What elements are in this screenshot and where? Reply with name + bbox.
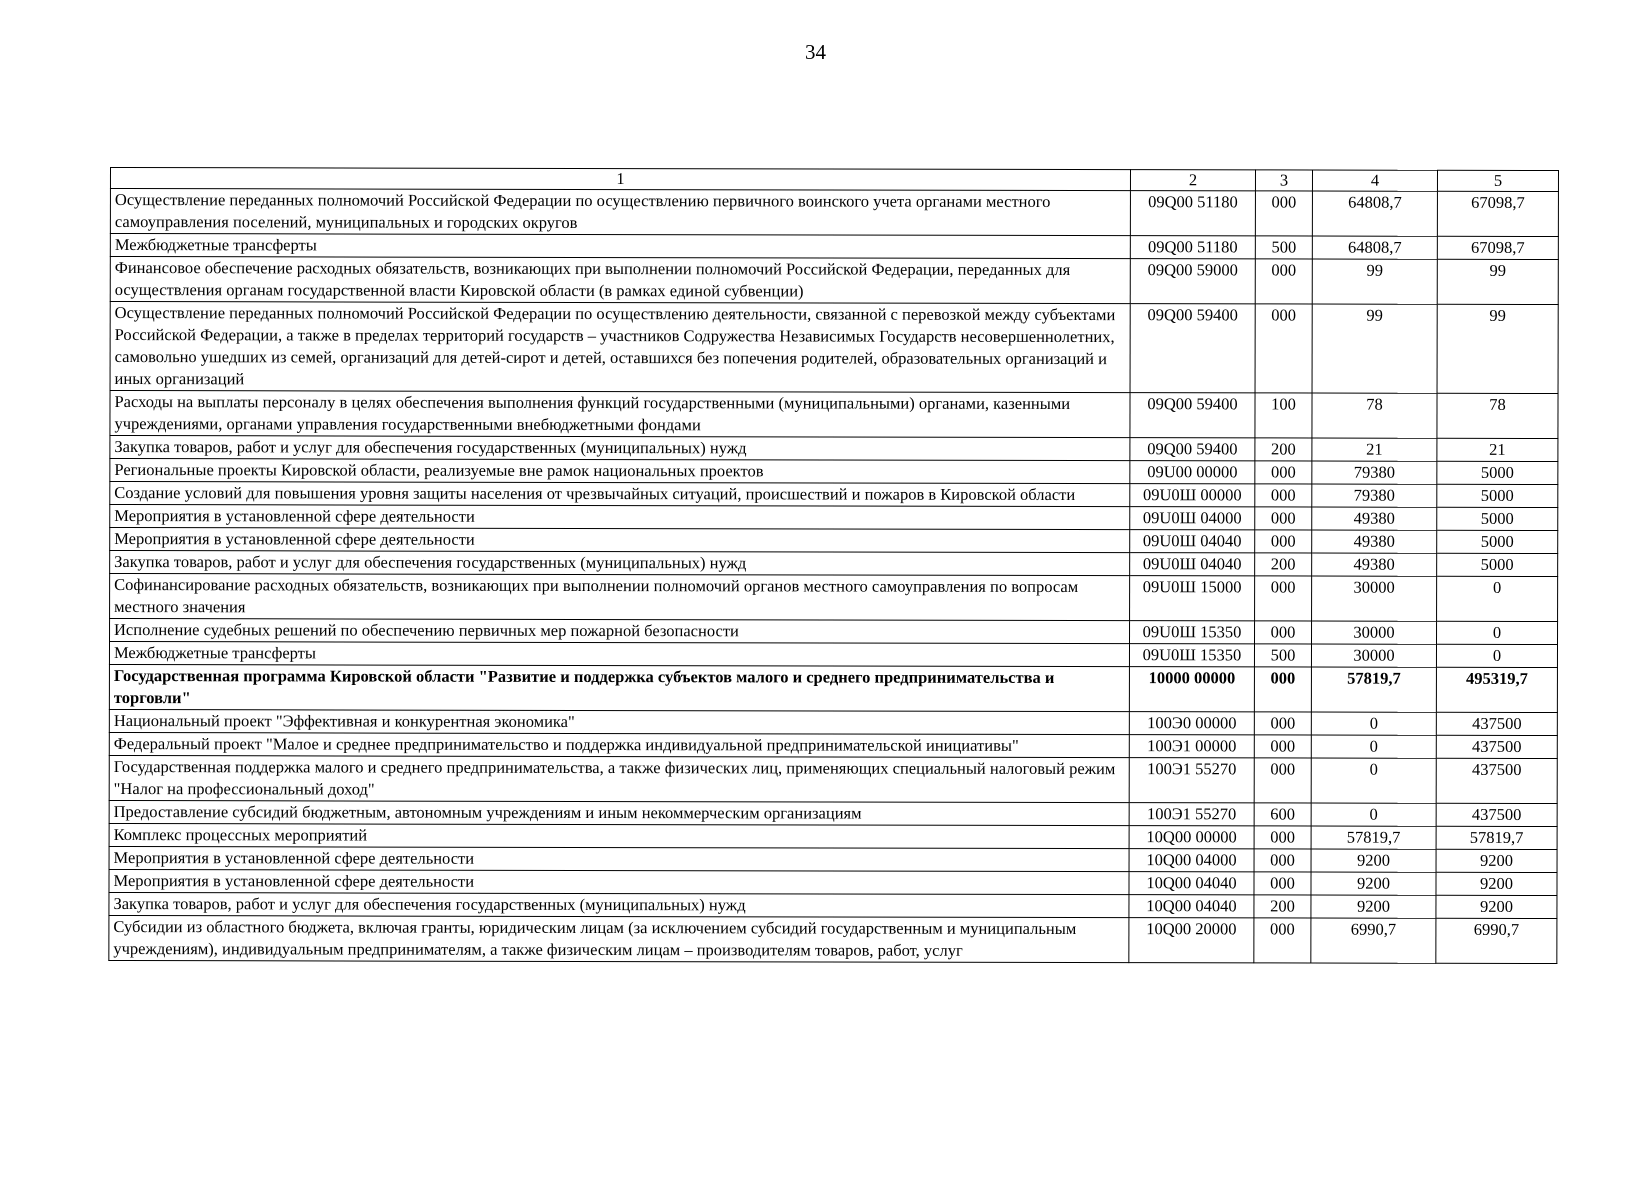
row-value-col4-cell: 57819,7 xyxy=(1311,667,1436,712)
page-number: 34 xyxy=(805,40,826,64)
table-header-row xyxy=(110,168,1558,192)
row-name-cell: Комплекс процессных мероприятий xyxy=(109,823,1129,848)
row-type-cell: 000 xyxy=(1255,507,1312,530)
row-value-col4-cell: 0 xyxy=(1311,758,1436,803)
row-name-cell: Закупка товаров, работ и услуг для обеспечения государственных (муниципальных) нужд xyxy=(109,892,1129,917)
row-value-col5-cell: 437500 xyxy=(1436,803,1557,826)
row-type-cell: 000 xyxy=(1255,484,1312,507)
table-row xyxy=(110,436,1558,462)
column-header-2: 2 xyxy=(1130,170,1255,191)
column-header-3: 3 xyxy=(1255,170,1312,191)
table-row xyxy=(109,755,1557,803)
row-name-cell: Финансовое обеспечение расходных обязательств, возникающих при выполнении полномочий Российской Федерации, переданных для осуществления органам государственной власти Кировской области (в рамках единой субвенции) xyxy=(110,257,1130,304)
row-name-cell: Мероприятия в установленной сфере деятельности xyxy=(109,846,1129,871)
row-name-cell: Мероприятия в установленной сфере деятельности xyxy=(110,528,1130,553)
table-row xyxy=(110,234,1558,260)
row-code-cell: 10000 00000 xyxy=(1129,667,1254,712)
row-value-col4-cell: 9200 xyxy=(1311,849,1436,872)
row-value-col5-cell: 437500 xyxy=(1436,758,1557,803)
row-type-cell: 000 xyxy=(1255,191,1312,236)
row-code-cell: 10Q00 04040 xyxy=(1129,895,1254,918)
table-row xyxy=(109,709,1557,735)
row-code-cell: 09U0Ш 15350 xyxy=(1130,621,1255,644)
row-type-cell: 000 xyxy=(1254,872,1311,895)
row-name-cell: Государственная программа Кировской области "Развитие и поддержка субъектов малого и среднего предпринимательства и торговли" xyxy=(109,664,1129,711)
row-type-cell: 500 xyxy=(1255,236,1312,259)
row-value-col5-cell: 9200 xyxy=(1436,849,1557,872)
row-value-col4-cell: 6990,7 xyxy=(1311,918,1436,963)
row-name-cell: Межбюджетные трансферты xyxy=(110,234,1130,259)
row-code-cell: 10Q00 00000 xyxy=(1129,826,1254,849)
row-name-cell: Расходы на выплаты персоналу в целях обеспечения выполнения функций государственными (муниципальными) органами, казенными учреждениями, органами управления государственными внебюджетными фондами xyxy=(110,391,1130,438)
row-value-col4-cell: 57819,7 xyxy=(1311,826,1436,849)
row-name-cell: Региональные проекты Кировской области, реализуемые вне рамок национальных проектов xyxy=(110,459,1130,484)
row-name-cell: Предоставление субсидий бюджетным, автономным учреждениям и иным некоммерческим организациям xyxy=(109,800,1129,825)
row-value-col5-cell: 5000 xyxy=(1437,507,1558,530)
row-code-cell: 09U0Ш 04040 xyxy=(1130,530,1255,553)
row-type-cell: 000 xyxy=(1255,461,1312,484)
row-code-cell: 09Q00 51180 xyxy=(1130,191,1255,236)
row-code-cell: 09U0Ш 00000 xyxy=(1130,484,1255,507)
row-name-cell: Мероприятия в установленной сфере деятельности xyxy=(110,505,1130,530)
row-name-cell: Федеральный проект "Малое и среднее предпринимательство и поддержка индивидуальной предпринимательской инициативы" xyxy=(109,732,1129,757)
row-code-cell: 09U0Ш 15350 xyxy=(1129,644,1254,667)
row-value-col4-cell: 99 xyxy=(1312,259,1437,304)
row-name-cell: Софинансирование расходных обязательств, возникающих при выполнении полномочий органов местного самоуправления по вопросам местного значения xyxy=(110,574,1130,621)
row-value-col5-cell: 5000 xyxy=(1437,553,1558,576)
row-code-cell: 10Q00 20000 xyxy=(1129,918,1254,963)
row-value-col4-cell: 9200 xyxy=(1311,872,1436,895)
row-value-col4-cell: 49380 xyxy=(1312,507,1437,530)
row-code-cell: 09Q00 59400 xyxy=(1130,393,1255,438)
table-body xyxy=(109,168,1559,964)
table-row xyxy=(109,915,1557,963)
row-value-col4-cell: 0 xyxy=(1311,735,1436,758)
column-header-4: 4 xyxy=(1312,170,1437,191)
row-code-cell: 09U0Ш 04000 xyxy=(1130,507,1255,530)
row-type-cell: 200 xyxy=(1255,553,1312,576)
row-type-cell: 000 xyxy=(1255,304,1312,393)
row-code-cell: 100Э1 55270 xyxy=(1129,803,1254,826)
table-row xyxy=(110,528,1558,554)
row-value-col4-cell: 49380 xyxy=(1312,530,1437,553)
table-row xyxy=(109,664,1557,712)
table-row xyxy=(110,482,1558,508)
row-type-cell: 200 xyxy=(1254,895,1311,918)
table-row xyxy=(109,846,1557,872)
budget-table xyxy=(108,167,1559,964)
row-type-cell: 000 xyxy=(1254,849,1311,872)
row-name-cell: Осуществление переданных полномочий Российской Федерации по осуществлению деятельности, связанной с перевозкой между субъектами Российской Федерации, а также в пределах территорий государств – участников Содружества Независимых Государств несовершеннолетних, самовольно ушедших из семей, организаций для детей-сирот и детей, оставшихся без попечения родителей, образовательных организаций и иных организаций xyxy=(110,302,1130,393)
row-value-col5-cell: 21 xyxy=(1437,438,1558,461)
row-type-cell: 600 xyxy=(1254,803,1311,826)
row-code-cell: 100Э0 00000 xyxy=(1129,712,1254,735)
table-row xyxy=(110,459,1558,485)
row-value-col5-cell: 67098,7 xyxy=(1437,191,1558,236)
row-value-col5-cell: 78 xyxy=(1437,393,1558,438)
table-row xyxy=(109,642,1557,668)
row-name-cell: Закупка товаров, работ и услуг для обеспечения государственных (муниципальных) нужд xyxy=(110,436,1130,461)
table-row xyxy=(110,574,1558,622)
row-value-col4-cell: 64808,7 xyxy=(1312,191,1437,236)
row-value-col4-cell: 30000 xyxy=(1311,644,1436,667)
table-row xyxy=(109,892,1557,918)
row-value-col5-cell: 5000 xyxy=(1437,530,1558,553)
row-value-col5-cell: 9200 xyxy=(1436,895,1557,918)
row-type-cell: 500 xyxy=(1254,644,1311,667)
table-row xyxy=(110,189,1558,237)
row-code-cell: 09Q00 59000 xyxy=(1130,259,1255,304)
row-value-col4-cell: 0 xyxy=(1311,712,1436,735)
row-type-cell: 000 xyxy=(1255,576,1312,621)
row-value-col5-cell: 495319,7 xyxy=(1436,667,1557,712)
table-row xyxy=(110,257,1558,305)
row-value-col5-cell: 5000 xyxy=(1437,461,1558,484)
row-value-col4-cell: 9200 xyxy=(1311,895,1436,918)
row-value-col4-cell: 21 xyxy=(1312,438,1437,461)
table-row xyxy=(110,302,1558,394)
row-value-col4-cell: 79380 xyxy=(1312,484,1437,507)
row-name-cell: Создание условий для повышения уровня защиты населения от чрезвычайных ситуаций, происшествий и пожаров в Кировской области xyxy=(110,482,1130,507)
row-code-cell: 09Q00 59400 xyxy=(1130,304,1255,393)
row-code-cell: 09U0Ш 04040 xyxy=(1130,553,1255,576)
row-value-col5-cell: 67098,7 xyxy=(1437,236,1558,259)
row-value-col5-cell: 9200 xyxy=(1436,872,1557,895)
column-header-1: 1 xyxy=(110,168,1130,191)
row-name-cell: Мероприятия в установленной сфере деятельности xyxy=(109,869,1129,894)
row-value-col5-cell: 437500 xyxy=(1436,712,1557,735)
row-code-cell: 10Q00 04040 xyxy=(1129,872,1254,895)
row-name-cell: Межбюджетные трансферты xyxy=(109,642,1129,667)
row-value-col5-cell: 0 xyxy=(1437,576,1558,621)
table-row xyxy=(110,505,1558,531)
row-code-cell: 09U00 00000 xyxy=(1130,461,1255,484)
row-type-cell: 000 xyxy=(1255,530,1312,553)
row-code-cell: 10Q00 04000 xyxy=(1129,849,1254,872)
row-name-cell: Закупка товаров, работ и услуг для обеспечения государственных (муниципальных) нужд xyxy=(110,551,1130,576)
column-header-5: 5 xyxy=(1437,170,1558,191)
row-value-col5-cell: 0 xyxy=(1437,621,1558,644)
table-row xyxy=(110,391,1558,439)
row-value-col5-cell: 0 xyxy=(1436,644,1557,667)
row-type-cell: 000 xyxy=(1254,712,1311,735)
row-name-cell: Исполнение судебных решений по обеспечению первичных мер пожарной безопасности xyxy=(110,619,1130,644)
row-code-cell: 100Э1 55270 xyxy=(1129,758,1254,803)
row-value-col5-cell: 437500 xyxy=(1436,735,1557,758)
row-value-col4-cell: 49380 xyxy=(1312,553,1437,576)
row-code-cell: 09U0Ш 15000 xyxy=(1130,576,1255,621)
row-type-cell: 100 xyxy=(1255,393,1312,438)
row-code-cell: 09Q00 51180 xyxy=(1130,236,1255,259)
row-value-col4-cell: 79380 xyxy=(1312,461,1437,484)
row-value-col5-cell: 99 xyxy=(1437,259,1558,304)
row-value-col4-cell: 99 xyxy=(1312,304,1437,393)
row-value-col4-cell: 30000 xyxy=(1312,576,1437,621)
row-value-col5-cell: 99 xyxy=(1437,304,1558,393)
row-type-cell: 000 xyxy=(1254,826,1311,849)
table-row xyxy=(109,869,1557,895)
row-name-cell: Национальный проект "Эффективная и конкурентная экономика" xyxy=(109,709,1129,734)
row-type-cell: 000 xyxy=(1255,259,1312,304)
row-value-col5-cell: 6990,7 xyxy=(1436,918,1557,963)
row-type-cell: 000 xyxy=(1254,918,1311,963)
table-row xyxy=(110,551,1558,577)
table-row xyxy=(109,732,1557,758)
row-type-cell: 000 xyxy=(1254,758,1311,803)
row-value-col5-cell: 5000 xyxy=(1437,484,1558,507)
row-value-col4-cell: 78 xyxy=(1312,393,1437,438)
row-type-cell: 000 xyxy=(1254,667,1311,712)
row-value-col4-cell: 30000 xyxy=(1312,621,1437,644)
row-value-col4-cell: 64808,7 xyxy=(1312,236,1437,259)
row-name-cell: Субсидии из областного бюджета, включая гранты, юридическим лицам (за исключением субсидий государственным и муниципальным учреждениям), индивидуальным предпринимателям, а также физическим лицам – производителям товаров, работ, услуг xyxy=(109,915,1129,962)
table-row xyxy=(109,823,1557,849)
table-row xyxy=(110,619,1558,645)
row-type-cell: 000 xyxy=(1255,621,1312,644)
row-name-cell: Государственная поддержка малого и среднего предпринимательства, а также физических лиц, применяющих специальный налоговый режим "Налог на профессиональный доход" xyxy=(109,755,1129,802)
row-value-col4-cell: 0 xyxy=(1311,803,1436,826)
row-type-cell: 000 xyxy=(1254,735,1311,758)
row-code-cell: 100Э1 00000 xyxy=(1129,735,1254,758)
row-value-col5-cell: 57819,7 xyxy=(1436,826,1557,849)
row-name-cell: Осуществление переданных полномочий Российской Федерации по осуществлению первичного воинского учета органами местного самоуправления поселений, муниципальных и городских округов xyxy=(110,189,1130,236)
table-row xyxy=(109,800,1557,826)
row-type-cell: 200 xyxy=(1255,438,1312,461)
row-code-cell: 09Q00 59400 xyxy=(1130,438,1255,461)
